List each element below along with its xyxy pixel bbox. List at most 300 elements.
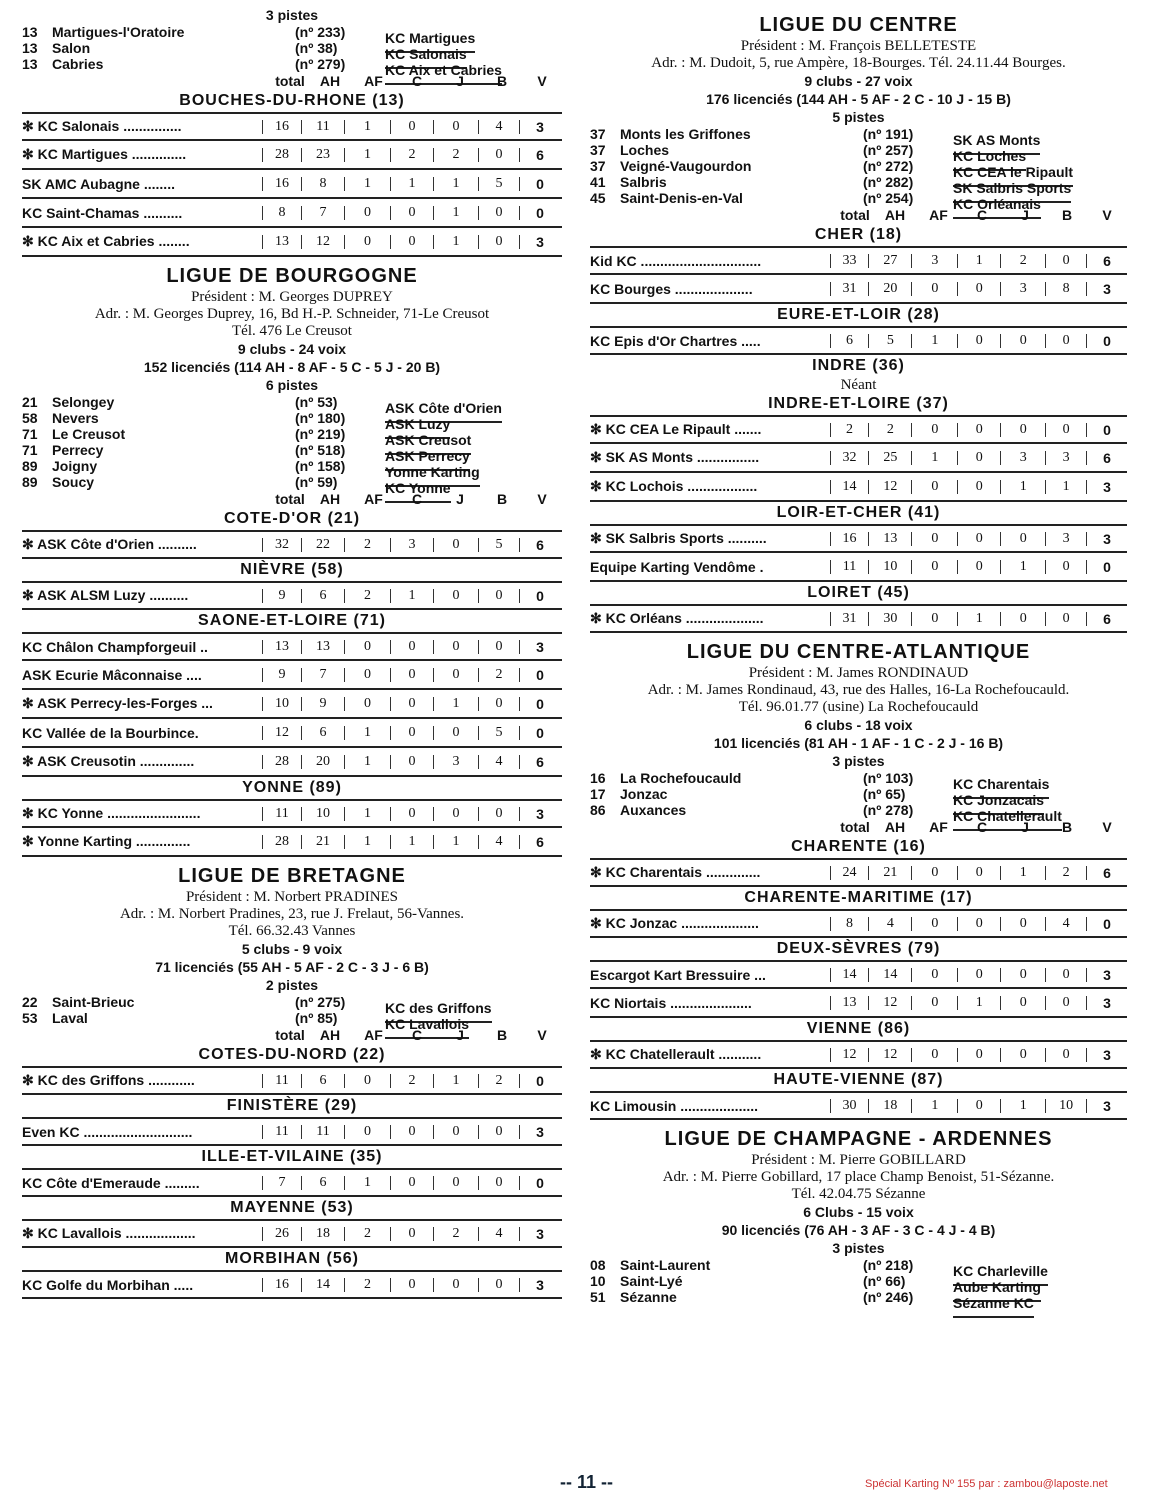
column-header-b: B <box>496 73 508 89</box>
club-value: 3 <box>1045 532 1086 546</box>
club-value: 0 <box>478 235 519 249</box>
track-row <box>590 1257 1127 1279</box>
column-header-total: total <box>840 819 870 835</box>
column-header-v: V <box>1102 207 1112 223</box>
track-place: Saint-Brieuc <box>52 994 135 1010</box>
club-value: 0 <box>1000 996 1045 1010</box>
club-value: 3 <box>519 640 560 654</box>
department-title: FINISTÈRE (29) <box>226 1097 358 1114</box>
club-row <box>22 170 562 199</box>
club-name: ✻ KC Chatellerault ........... <box>590 1046 762 1062</box>
club-value: 0 <box>911 1048 957 1062</box>
ligue-licencies: 176 licenciés (144 AH - 5 AF - 2 C - 10 J - 15 B) <box>706 91 1011 107</box>
club-value: 4 <box>1045 917 1086 931</box>
track-dep: 08 <box>590 1257 606 1273</box>
club-value: 8 <box>1045 282 1086 296</box>
club-value: 2 <box>433 148 478 162</box>
club-value: 2 <box>390 1074 433 1088</box>
club-value: 0 <box>390 726 433 740</box>
club-value: 0 <box>519 206 560 220</box>
track-place: Loches <box>620 142 670 158</box>
track-dep: 13 <box>22 56 38 72</box>
club-name: ✻ Yonne Karting .............. <box>22 833 191 849</box>
track-num: (nº 219) <box>295 426 346 442</box>
club-value: 0 <box>433 538 478 552</box>
club-value: 1 <box>344 835 390 849</box>
club-value: 0 <box>433 1176 478 1190</box>
club-name: ✻ KC Yonne ........................ <box>22 805 201 821</box>
club-value: 5 <box>478 538 519 552</box>
track-place: Le Creusot <box>52 426 126 442</box>
column-header-af: AF <box>929 207 948 223</box>
club-value: 1 <box>911 334 957 348</box>
ligue-title: LIGUE DU CENTRE-ATLANTIQUE <box>686 641 1031 663</box>
club-value: 3 <box>1086 480 1127 494</box>
club-value: 10 <box>868 560 911 574</box>
track-club: ASK Luzy <box>385 410 450 439</box>
club-value: 0 <box>433 640 478 654</box>
track-dep: 21 <box>22 394 38 410</box>
club-value: 0 <box>1086 334 1127 348</box>
track-row <box>22 24 562 46</box>
club-value: 12 <box>868 480 911 494</box>
club-value: 0 <box>519 726 560 740</box>
club-value: 1 <box>1000 866 1045 880</box>
club-value: 11 <box>301 1125 344 1139</box>
track-club: KC des Griffons <box>385 994 492 1023</box>
track-place: Jonzac <box>620 786 668 802</box>
club-value: 21 <box>868 866 911 880</box>
club-value: 2 <box>344 589 390 603</box>
club-value: 3 <box>1045 451 1086 465</box>
club-value: 1 <box>344 177 390 191</box>
track-place: Joigny <box>52 458 98 474</box>
club-value: 7 <box>262 1176 301 1190</box>
track-row <box>22 426 562 448</box>
club-value: 1 <box>957 996 1000 1010</box>
club-value: 0 <box>390 1176 433 1190</box>
club-value: 13 <box>868 532 911 546</box>
club-row <box>22 1219 562 1248</box>
club-value: 6 <box>1086 866 1127 880</box>
club-value: 1 <box>344 148 390 162</box>
club-value: 1 <box>433 835 478 849</box>
column-header-row <box>590 206 1127 224</box>
track-num: (nº 233) <box>295 24 346 40</box>
column-header-total: total <box>275 1027 305 1043</box>
club-value: 0 <box>344 640 390 654</box>
club-name: Kid KC ............................... <box>590 252 762 269</box>
club-value: 0 <box>911 423 957 437</box>
track-club: Sézanne KC <box>953 1289 1034 1318</box>
club-row <box>22 690 562 719</box>
club-value: 0 <box>1045 612 1086 626</box>
club-value: 0 <box>478 589 519 603</box>
track-row <box>22 994 562 1016</box>
club-value: 9 <box>301 697 344 711</box>
club-value: 13 <box>262 640 301 654</box>
club-value: 0 <box>390 755 433 769</box>
club-value: 3 <box>390 538 433 552</box>
club-value: 32 <box>262 538 301 552</box>
club-value: 0 <box>519 697 560 711</box>
track-row <box>22 394 562 416</box>
club-value: 16 <box>262 1278 301 1292</box>
club-name: KC Châlon Champforgeuil .. <box>22 638 208 655</box>
club-value: 0 <box>911 480 957 494</box>
club-row <box>590 246 1127 275</box>
club-value: 32 <box>830 451 869 465</box>
club-name: ✻ ASK ALSM Luzy .......... <box>22 587 189 603</box>
column-header-ah: AH <box>319 491 341 507</box>
club-value: 12 <box>830 1048 869 1062</box>
club-value: 3 <box>1086 1048 1127 1062</box>
track-club: Yonne Karting <box>385 458 480 487</box>
club-value: 7 <box>301 668 344 682</box>
column-header-af: AF <box>364 73 383 89</box>
club-value: 0 <box>478 640 519 654</box>
club-value: 10 <box>1045 1099 1086 1113</box>
club-row <box>22 530 562 559</box>
track-row <box>22 40 562 62</box>
club-value: 22 <box>301 538 344 552</box>
track-dep: 89 <box>22 474 38 490</box>
club-value: 14 <box>868 968 911 982</box>
club-value: 0 <box>433 589 478 603</box>
club-value: 18 <box>301 1227 344 1241</box>
club-name: KC Vallée de la Bourbince. <box>22 724 199 741</box>
club-value: 0 <box>433 120 478 134</box>
club-value: 6 <box>301 726 344 740</box>
club-value: 0 <box>1086 423 1127 437</box>
department-title: LOIRET (45) <box>807 584 910 601</box>
club-value: 0 <box>1000 968 1045 982</box>
column-header-j: J <box>1021 207 1029 223</box>
ligue-telephone: Tél. 96.01.77 (usine) La Rochefoucauld <box>738 699 979 715</box>
club-value: 10 <box>301 807 344 821</box>
club-value: 0 <box>957 451 1000 465</box>
club-value: 0 <box>519 589 560 603</box>
club-value: 0 <box>957 282 1000 296</box>
track-num: (nº 254) <box>863 190 914 206</box>
track-num: (nº 275) <box>295 994 346 1010</box>
ligue-president: Président : M. François BELLETESTE <box>740 38 977 54</box>
club-value: 0 <box>433 1125 478 1139</box>
club-value: 0 <box>433 807 478 821</box>
track-num: (nº 282) <box>863 174 914 190</box>
track-row <box>590 158 1127 180</box>
club-name: ✻ KC Charentais .............. <box>590 864 761 880</box>
club-value: 3 <box>519 1227 560 1241</box>
club-name: Even KC ............................ <box>22 1123 193 1140</box>
column-header-ah: AH <box>319 1027 341 1043</box>
club-name: KC Limousin .................... <box>590 1097 759 1114</box>
track-dep: 51 <box>590 1289 606 1305</box>
club-value: 11 <box>830 560 869 574</box>
ligue-licencies: 90 licenciés (76 AH - 3 AF - 3 C - 4 J - 4 B) <box>721 1222 996 1238</box>
club-value: 0 <box>1086 560 1127 574</box>
column-header-af: AF <box>929 819 948 835</box>
track-club: KC Loches <box>953 142 1026 171</box>
track-row <box>590 802 1127 824</box>
track-club: KC Charleville <box>953 1257 1048 1286</box>
track-num: (nº 246) <box>863 1289 914 1305</box>
track-place: Saint-Denis-en-Val <box>620 190 743 206</box>
club-value: 3 <box>519 235 560 249</box>
club-value: 0 <box>478 697 519 711</box>
club-value: 0 <box>519 177 560 191</box>
track-num: (nº 191) <box>863 126 914 142</box>
club-name: ✻ KC Salonais ............... <box>22 118 182 134</box>
club-value: 1 <box>1000 1099 1045 1113</box>
track-num: (nº 278) <box>863 802 914 818</box>
department-title: SAONE-ET-LOIRE (71) <box>198 612 386 629</box>
club-value: 6 <box>830 334 869 348</box>
club-name: KC Niortais ..................... <box>590 994 752 1011</box>
club-name: ✻ SK AS Monts ................ <box>590 449 760 465</box>
club-value: 1 <box>433 1074 478 1088</box>
club-value: 1 <box>344 807 390 821</box>
track-place: Saint-Lyé <box>620 1273 683 1289</box>
ligue-title: LIGUE DE BRETAGNE <box>178 865 406 887</box>
club-name: ✻ KC Orléans .................... <box>590 610 764 626</box>
club-value: 3 <box>433 755 478 769</box>
club-value: 2 <box>344 1278 390 1292</box>
ligue-address: Adr. : M. Georges Duprey, 16, Bd H.-P. Schneider, 71-Le Creusot <box>94 306 490 322</box>
club-value: 0 <box>344 697 390 711</box>
club-value: 0 <box>344 1125 390 1139</box>
track-row <box>22 474 562 496</box>
club-value: 6 <box>1086 451 1127 465</box>
club-value: 0 <box>1045 968 1086 982</box>
ligue-president: Président : M. Pierre GOBILLARD <box>751 1152 966 1168</box>
club-value: 23 <box>301 148 344 162</box>
club-value: 0 <box>390 1227 433 1241</box>
club-value: 9 <box>262 589 301 603</box>
track-num: (nº 279) <box>295 56 346 72</box>
column-header-af: AF <box>364 491 383 507</box>
track-dep: 41 <box>590 174 606 190</box>
column-header-j: J <box>456 491 464 507</box>
club-value: 0 <box>478 1278 519 1292</box>
club-value: 0 <box>478 1176 519 1190</box>
club-row <box>22 112 562 141</box>
club-value: 0 <box>478 1125 519 1139</box>
club-row <box>22 1270 562 1299</box>
club-value: 1 <box>433 206 478 220</box>
club-row <box>590 326 1127 355</box>
club-value: 13 <box>830 996 869 1010</box>
club-value: 0 <box>911 917 957 931</box>
club-value: 13 <box>301 640 344 654</box>
club-value: 0 <box>390 1125 433 1139</box>
club-name: SK AMC Aubagne ........ <box>22 175 175 192</box>
club-row <box>590 524 1127 553</box>
column-header-c: C <box>411 73 423 89</box>
club-value: 33 <box>830 254 869 268</box>
column-header-total: total <box>840 207 870 223</box>
club-value: 0 <box>344 668 390 682</box>
club-value: 6 <box>519 755 560 769</box>
club-value: 6 <box>1086 612 1127 626</box>
club-name: ✻ SK Salbris Sports .......... <box>590 530 767 546</box>
club-value: 1 <box>344 1176 390 1190</box>
column-header-af: AF <box>364 1027 383 1043</box>
track-row <box>22 442 562 464</box>
ligue-clubs-voix: 6 Clubs - 15 voix <box>803 1204 914 1220</box>
club-row <box>22 828 562 857</box>
club-name: ✻ KC CEA Le Ripault ....... <box>590 421 762 437</box>
club-value: 0 <box>911 866 957 880</box>
club-value: 0 <box>911 996 957 1010</box>
club-value: 6 <box>519 538 560 552</box>
ligue-clubs-voix: 6 clubs - 18 voix <box>804 717 913 733</box>
club-value: 3 <box>519 1125 560 1139</box>
club-value: 0 <box>390 120 433 134</box>
club-row <box>590 553 1127 582</box>
track-club: SK Salbris Sports <box>953 174 1071 203</box>
column-header-row <box>22 72 562 90</box>
track-row <box>22 56 562 78</box>
track-place: Nevers <box>52 410 99 426</box>
track-dep: 71 <box>22 426 38 442</box>
track-club: KC Orléanais <box>953 190 1041 219</box>
club-name: KC Bourges .................... <box>590 280 753 297</box>
column-header-b: B <box>1061 207 1073 223</box>
column-header-c: C <box>976 819 988 835</box>
column-header-j: J <box>1021 819 1029 835</box>
club-value: 0 <box>390 640 433 654</box>
track-place: Perrecy <box>52 442 104 458</box>
club-name: Equipe Karting Vendôme . <box>590 558 764 575</box>
club-value: 2 <box>868 423 911 437</box>
page-footer <box>0 1472 1165 1496</box>
club-value: 0 <box>344 206 390 220</box>
club-value: 6 <box>301 589 344 603</box>
column-header-row <box>22 490 562 508</box>
track-num: (nº 180) <box>295 410 346 426</box>
club-value: 30 <box>868 612 911 626</box>
column-header-ah: AH <box>884 819 906 835</box>
club-value: 1 <box>1045 480 1086 494</box>
department-title: COTES-DU-NORD (22) <box>198 1046 386 1063</box>
track-num: (nº 65) <box>863 786 906 802</box>
club-name: ✻ KC Martigues .............. <box>22 146 187 162</box>
column-header-b: B <box>496 1027 508 1043</box>
club-value: 0 <box>478 807 519 821</box>
column-header-total: total <box>275 73 305 89</box>
club-value: 13 <box>262 235 301 249</box>
club-value: 2 <box>478 1074 519 1088</box>
department-title: INDRE-ET-LOIRE (37) <box>768 395 949 412</box>
club-value: 0 <box>433 668 478 682</box>
track-club: KC Salonais <box>385 40 467 69</box>
track-num: (nº 103) <box>863 770 914 786</box>
department-title: BOUCHES-DU-RHONE (13) <box>179 92 405 109</box>
club-value: 0 <box>1000 917 1045 931</box>
club-value: 0 <box>1000 423 1045 437</box>
ligue-address: Adr. : M. Norbert Pradines, 23, rue J. Frelaut, 56-Vannes. <box>119 906 465 922</box>
track-dep: 71 <box>22 442 38 458</box>
club-value: 2 <box>390 148 433 162</box>
track-row <box>590 770 1127 792</box>
ligue-title: LIGUE DE CHAMPAGNE - ARDENNES <box>664 1128 1053 1150</box>
ligue-title: LIGUE DE BOURGOGNE <box>166 265 418 287</box>
track-dep: 45 <box>590 190 606 206</box>
department-title: COTE-D'OR (21) <box>223 510 361 527</box>
club-value: 0 <box>1000 612 1045 626</box>
track-place: Laval <box>52 1010 88 1026</box>
club-name: KC Epis d'Or Chartres ..... <box>590 332 761 349</box>
track-num: (nº 53) <box>295 394 338 410</box>
club-value: 0 <box>957 532 1000 546</box>
club-value: 10 <box>262 697 301 711</box>
track-place: Veigné-Vaugourdon <box>620 158 752 174</box>
club-value: 8 <box>262 206 301 220</box>
club-value: 4 <box>478 755 519 769</box>
club-row <box>22 141 562 170</box>
club-value: 2 <box>830 423 869 437</box>
track-dep: 13 <box>22 40 38 56</box>
club-value: 2 <box>1045 866 1086 880</box>
column-header-v: V <box>537 1027 547 1043</box>
track-dep: 22 <box>22 994 38 1010</box>
club-value: 3 <box>1000 451 1045 465</box>
club-value: 0 <box>957 560 1000 574</box>
track-dep: 58 <box>22 410 38 426</box>
club-value: 31 <box>830 282 869 296</box>
club-name: KC Golfe du Morbihan ..... <box>22 1276 194 1293</box>
department-title: EURE-ET-LOIR (28) <box>777 306 940 323</box>
club-row <box>590 909 1127 938</box>
pistes-header: 6 pistes <box>265 377 319 393</box>
club-value: 1 <box>344 120 390 134</box>
club-value: 12 <box>868 996 911 1010</box>
club-value: 1 <box>957 254 1000 268</box>
club-value: 3 <box>1086 532 1127 546</box>
track-num: (nº 85) <box>295 1010 338 1026</box>
club-value: 6 <box>301 1074 344 1088</box>
club-value: 3 <box>1086 968 1127 982</box>
department-title: CHARENTE-MARITIME (17) <box>744 889 973 906</box>
club-value: 0 <box>911 968 957 982</box>
club-row <box>590 415 1127 444</box>
club-value: 0 <box>390 668 433 682</box>
club-value: 8 <box>830 917 869 931</box>
club-value: 1 <box>1000 560 1045 574</box>
club-value: 0 <box>957 480 1000 494</box>
club-value: 0 <box>1000 532 1045 546</box>
club-value: 26 <box>262 1227 301 1241</box>
track-place: Auxances <box>620 802 687 818</box>
club-name: ✻ KC Aix et Cabries ........ <box>22 233 190 249</box>
club-row <box>590 473 1127 502</box>
track-place: Salon <box>52 40 91 56</box>
track-dep: 17 <box>590 786 606 802</box>
club-value: 3 <box>1000 282 1045 296</box>
pistes-header: 2 pistes <box>265 977 319 993</box>
track-club: Aube Karting <box>953 1273 1041 1302</box>
club-value: 16 <box>830 532 869 546</box>
club-value: 1 <box>433 235 478 249</box>
club-value: 1 <box>911 451 957 465</box>
club-value: 0 <box>1000 334 1045 348</box>
ligue-title: LIGUE DU CENTRE <box>759 14 958 36</box>
track-club: KC Jonzacais <box>953 786 1044 815</box>
club-row <box>22 632 562 661</box>
track-club: KC Aix et Cabries <box>385 56 502 85</box>
track-place: Monts les Griffones <box>620 126 751 142</box>
